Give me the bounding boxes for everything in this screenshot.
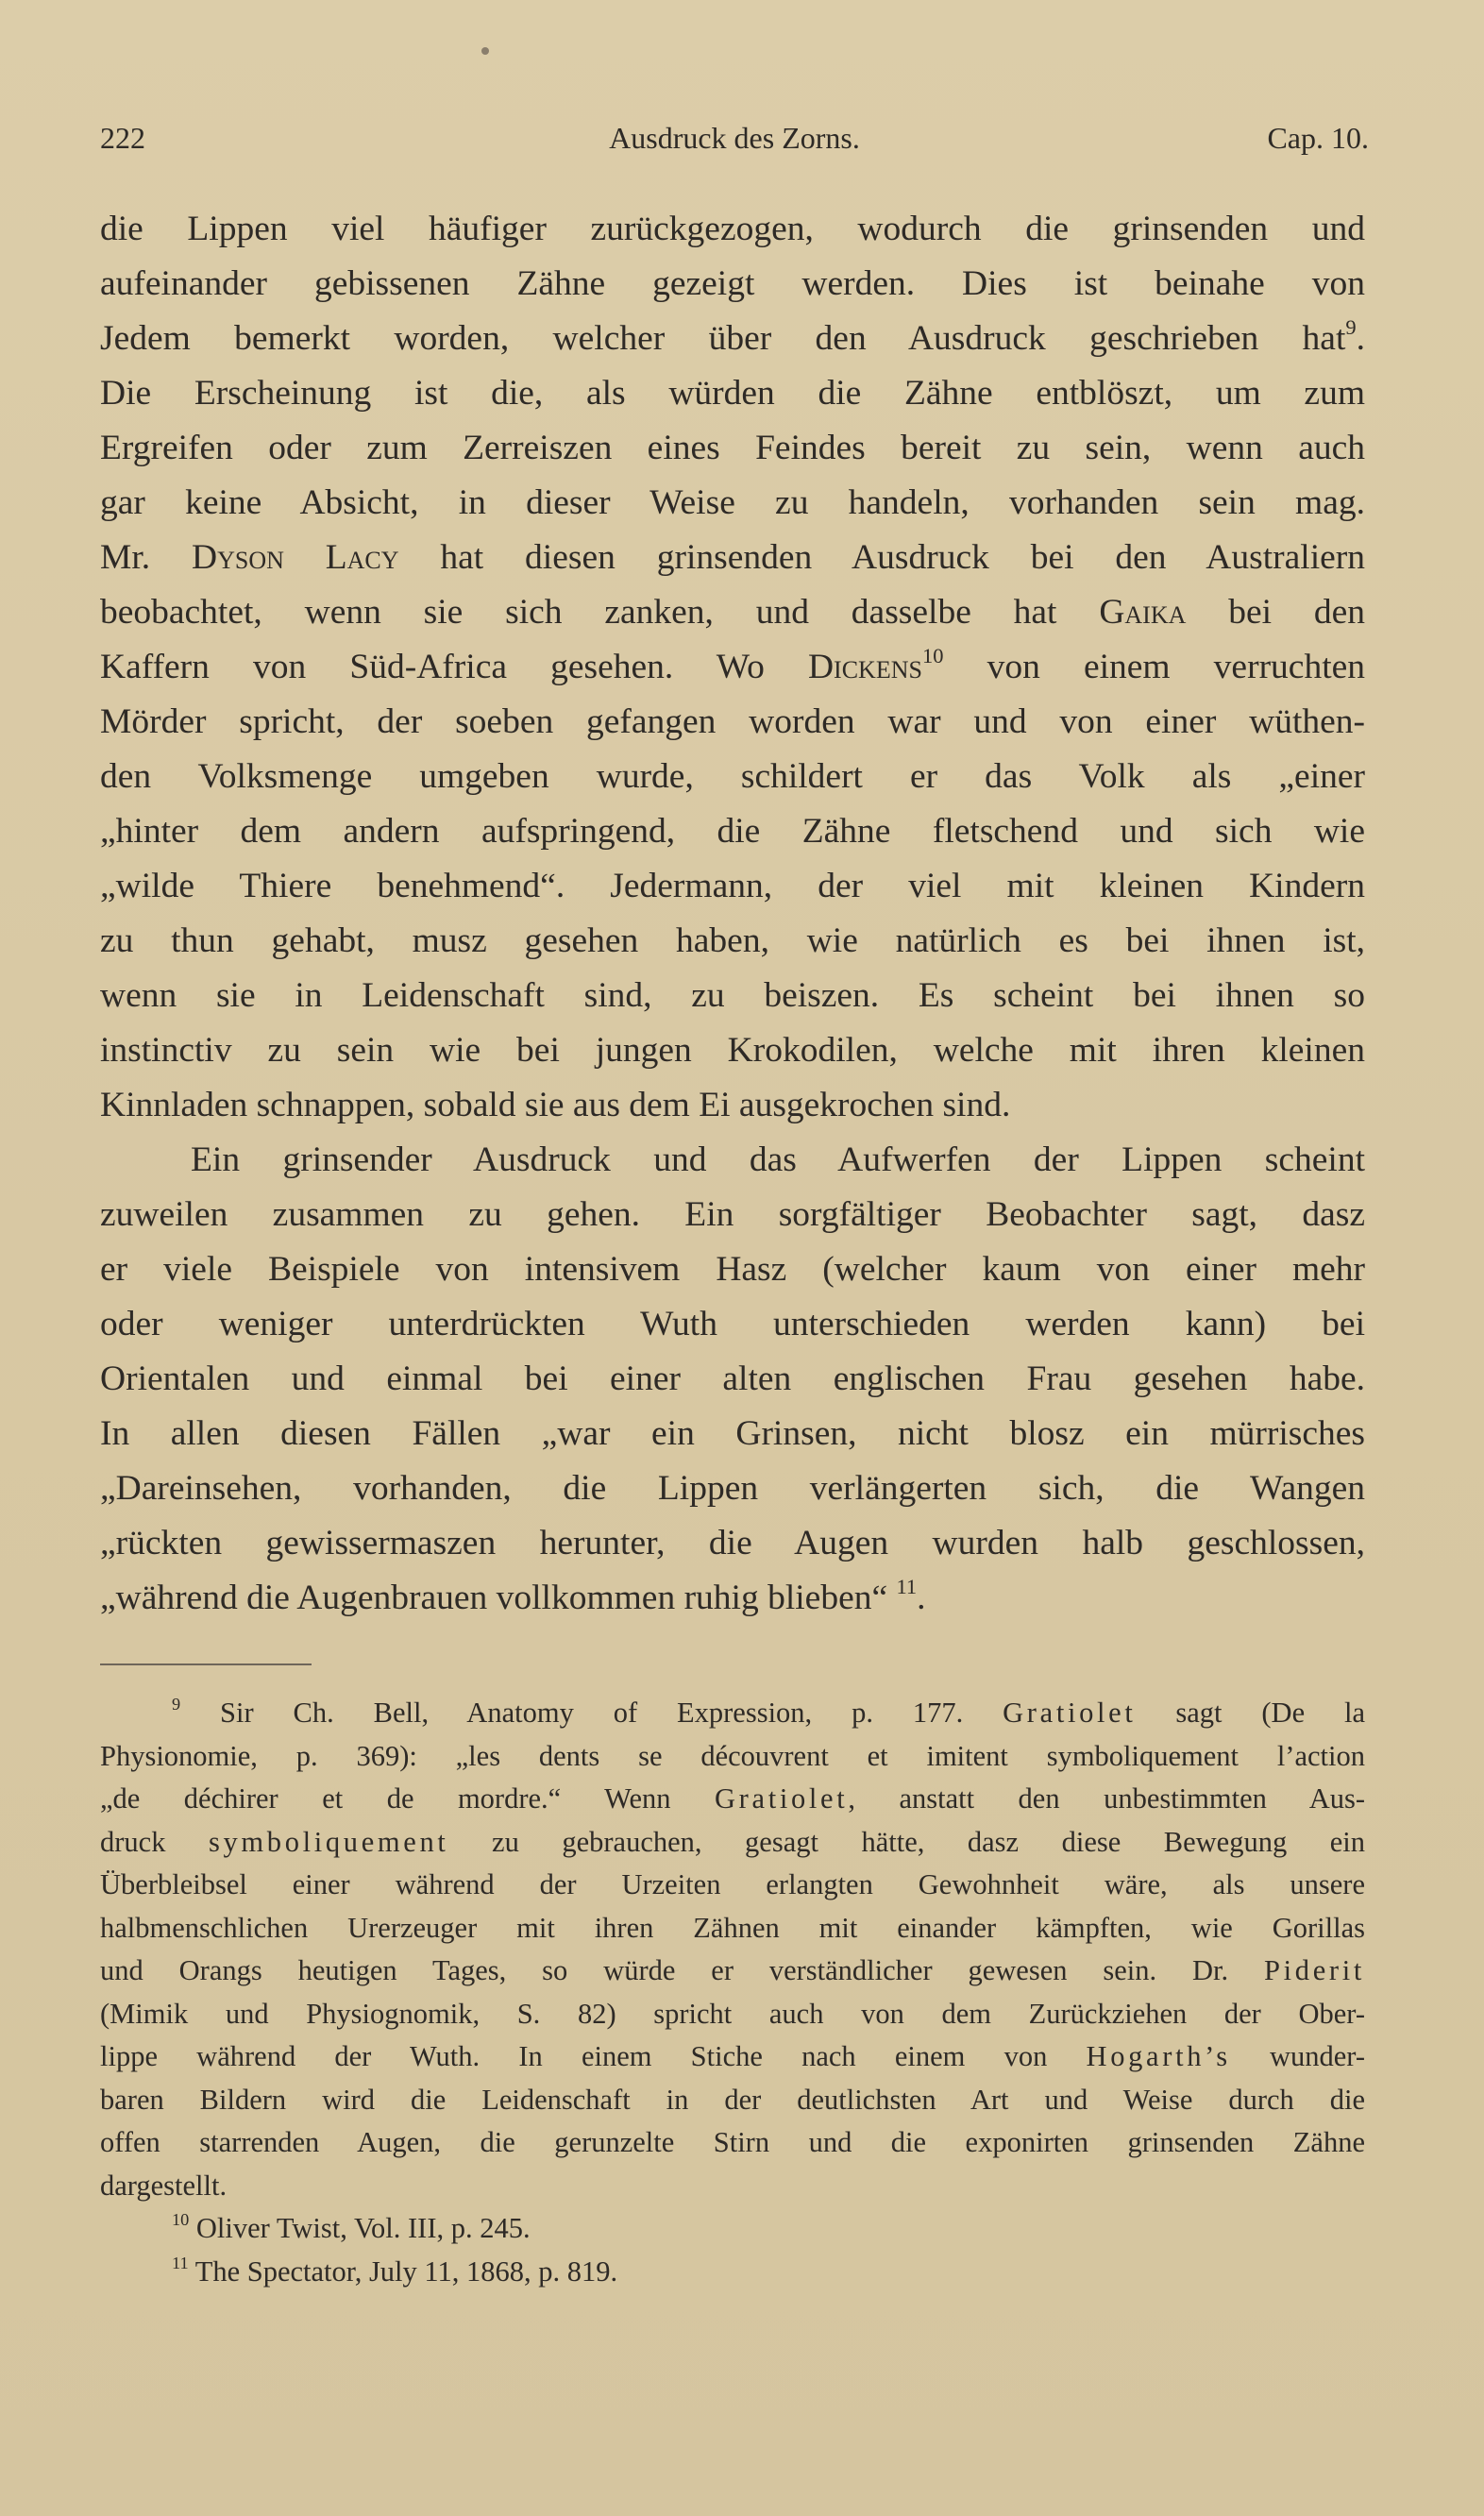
footnote-line: dargestellt. — [100, 2169, 228, 2202]
text-span: wunder- — [1269, 2040, 1366, 2072]
footnote-line — [100, 2207, 1365, 2251]
footnote-line: offen starrenden Augen, die gerunzelte Stirn und die exponirten grinsenden Zähne — [100, 2126, 1365, 2158]
emphasis: symboliquement — [208, 1825, 449, 1858]
text-span: „während die Augenbrauen vollkommen ruhig blieben“ — [100, 1579, 888, 1617]
text-line: „hinter dem andern aufspringend, die Zähne fletschend und sich wie — [100, 812, 1365, 851]
text-line: wenn sie in Leidenschaft sind, zu beiszen. Es scheint bei ihnen so — [100, 976, 1365, 1015]
text-span: Mr. — [100, 538, 151, 577]
text-line — [100, 312, 1365, 366]
text-line: Ergreifen oder zum Zerreiszen eines Feindes bereit zu sein, wenn auch — [100, 429, 1365, 467]
footnote-line: Physionomie, p. 369): „les dents se découvrent et imitent symboliquement l’action — [100, 1739, 1365, 1772]
running-header — [100, 121, 1369, 162]
person-name: Dickens — [807, 648, 922, 686]
person-name: Piderit — [1264, 1954, 1365, 1986]
footnote-ref-11: 11 — [896, 1575, 918, 1599]
text-span: sagt (De la — [1175, 1697, 1366, 1729]
text-line — [100, 531, 1365, 585]
footnote-line: Überbleibsel einer während der Urzeiten erlangten Gewohnheit wäre, als unsere — [100, 1868, 1365, 1900]
footnote-rule — [100, 1663, 312, 1665]
text-span: Oliver Twist, Vol. III, p. 245. — [195, 2212, 531, 2244]
footnote-ref-10: 10 — [921, 644, 944, 668]
text-line: die Lippen viel häufiger zurückgezogen, wodurch die grinsenden und — [100, 210, 1365, 248]
text-line — [100, 640, 1365, 695]
running-title: Ausdruck des Zorns. — [609, 121, 860, 155]
text-line — [100, 585, 1365, 640]
text-span: bei den — [1228, 593, 1365, 632]
text-span: „de déchirer et de mordre.“ Wenn — [100, 1782, 671, 1815]
person-name: Gratiolet — [715, 1782, 849, 1815]
footnote-marker: 9 — [172, 1695, 181, 1714]
body-text — [100, 202, 1365, 1626]
text-line: er viele Beispiele von intensivem Hasz (welcher kaum von einer mehr — [100, 1250, 1365, 1289]
person-name: Dyson Lacy — [192, 538, 399, 577]
footnote-line — [100, 1778, 1365, 1821]
person-name: Gaika — [1099, 593, 1187, 632]
footnote-line: baren Bildern wird die Leidenschaft in der deutlichsten Art und Weise durch die — [100, 2083, 1365, 2116]
text-span: , anstatt den unbestimmten Aus- — [848, 1782, 1365, 1815]
footnote-ref-9: 9 — [1345, 315, 1357, 340]
text-span: Kaffern von Süd-Africa gesehen. Wo — [100, 648, 765, 686]
text-span: und Orangs heutigen Tages, so würde er verständlicher gewesen sein. Dr. — [100, 1954, 1229, 1986]
text-line: Mörder spricht, der soeben gefangen worden war und von einer wüthen- — [100, 702, 1365, 741]
text-span: hat diesen grinsenden Ausdruck bei den Australiern — [440, 538, 1365, 577]
text-line: Orientalen und einmal bei einer alten englischen Frau gesehen habe. — [100, 1359, 1365, 1398]
footnote-line — [100, 2251, 1365, 2294]
text-line: Die Erscheinung ist die, als würden die Zähne entblöszt, um zum — [100, 374, 1365, 413]
text-line: aufeinander gebissenen Zähne gezeigt werden. Dies ist beinahe von — [100, 264, 1365, 303]
text-line: zuweilen zusammen zu gehen. Ein sorgfältiger Beobachter sagt, dasz — [100, 1195, 1365, 1234]
text-span: beobachtet, wenn sie sich zanken, und dasselbe hat — [100, 593, 1057, 632]
chapter-label: Cap. 10. — [1267, 121, 1369, 155]
text-span: The Spectator, July 11, 1868, p. 819. — [194, 2254, 618, 2288]
text-line: instinctiv zu sein wie bei jungen Krokodilen, welche mit ihren kleinen — [100, 1031, 1365, 1070]
footnote-line — [100, 1692, 1365, 1735]
text-line: In allen diesen Fällen „war ein Grinsen, nicht blosz ein mürrisches — [100, 1414, 1365, 1453]
text-span: druck — [100, 1825, 166, 1858]
text-span: von einem verruchten — [987, 648, 1366, 686]
footnote-marker: 10 — [172, 2210, 190, 2230]
text-span: . — [917, 1579, 926, 1617]
text-line: zu thun gehabt, musz gesehen haben, wie natürlich es bei ihnen ist, — [100, 921, 1365, 960]
footnote-line: (Mimik und Physiognomik, S. 82) spricht auch von dem Zurückziehen der Ober- — [100, 1997, 1365, 2030]
print-speck — [481, 47, 489, 55]
footnote-line — [100, 1950, 1365, 1993]
text-span: Sir Ch. Bell, Anatomy of Expression, p. 177. — [220, 1697, 964, 1729]
text-line: „rückten gewissermaszen herunter, die Augen wurden halb geschlossen, — [100, 1524, 1365, 1562]
footnote-marker: 11 — [172, 2253, 189, 2272]
page-number: 222 — [100, 121, 145, 155]
footnotes — [100, 1692, 1365, 2293]
person-name: Hogarth’s — [1086, 2040, 1231, 2072]
text-span: lippe während der Wuth. In einem Stiche nach einem von — [100, 2040, 1048, 2072]
text-span: . — [1356, 319, 1365, 358]
text-line: oder weniger unterdrückten Wuth unterschieden werden kann) bei — [100, 1305, 1365, 1343]
text-span: zu gebrauchen, gesagt hätte, dasz diese Bewegung ein — [492, 1825, 1365, 1858]
person-name: Gratiolet — [1003, 1697, 1137, 1729]
footnote-line — [100, 1821, 1365, 1865]
paragraph-start: Ein grinsender Ausdruck und das Aufwerfen der Lippen scheint — [191, 1140, 1365, 1179]
text-line: den Volksmenge umgeben wurde, schildert er das Volk als „einer — [100, 757, 1365, 796]
text-line: „wilde Thiere benehmend“. Jedermann, der viel mit kleinen Kindern — [100, 867, 1365, 905]
text-line: gar keine Absicht, in dieser Weise zu handeln, vorhanden sein mag. — [100, 483, 1365, 522]
text-line: „Dareinsehen, vorhanden, die Lippen verlängerten sich, die Wangen — [100, 1469, 1365, 1508]
footnote-line — [100, 2035, 1365, 2079]
text-line — [100, 1571, 1365, 1626]
text-line: Kinnladen schnappen, sobald sie aus dem Ei ausgekrochen sind. — [100, 1086, 1011, 1124]
text-span: Jedem bemerkt worden, welcher über den Ausdruck geschrieben hat — [100, 319, 1346, 358]
footnote-line: halbmenschlichen Urerzeuger mit ihren Zähnen mit einander kämpften, wie Gorillas — [100, 1911, 1365, 1944]
